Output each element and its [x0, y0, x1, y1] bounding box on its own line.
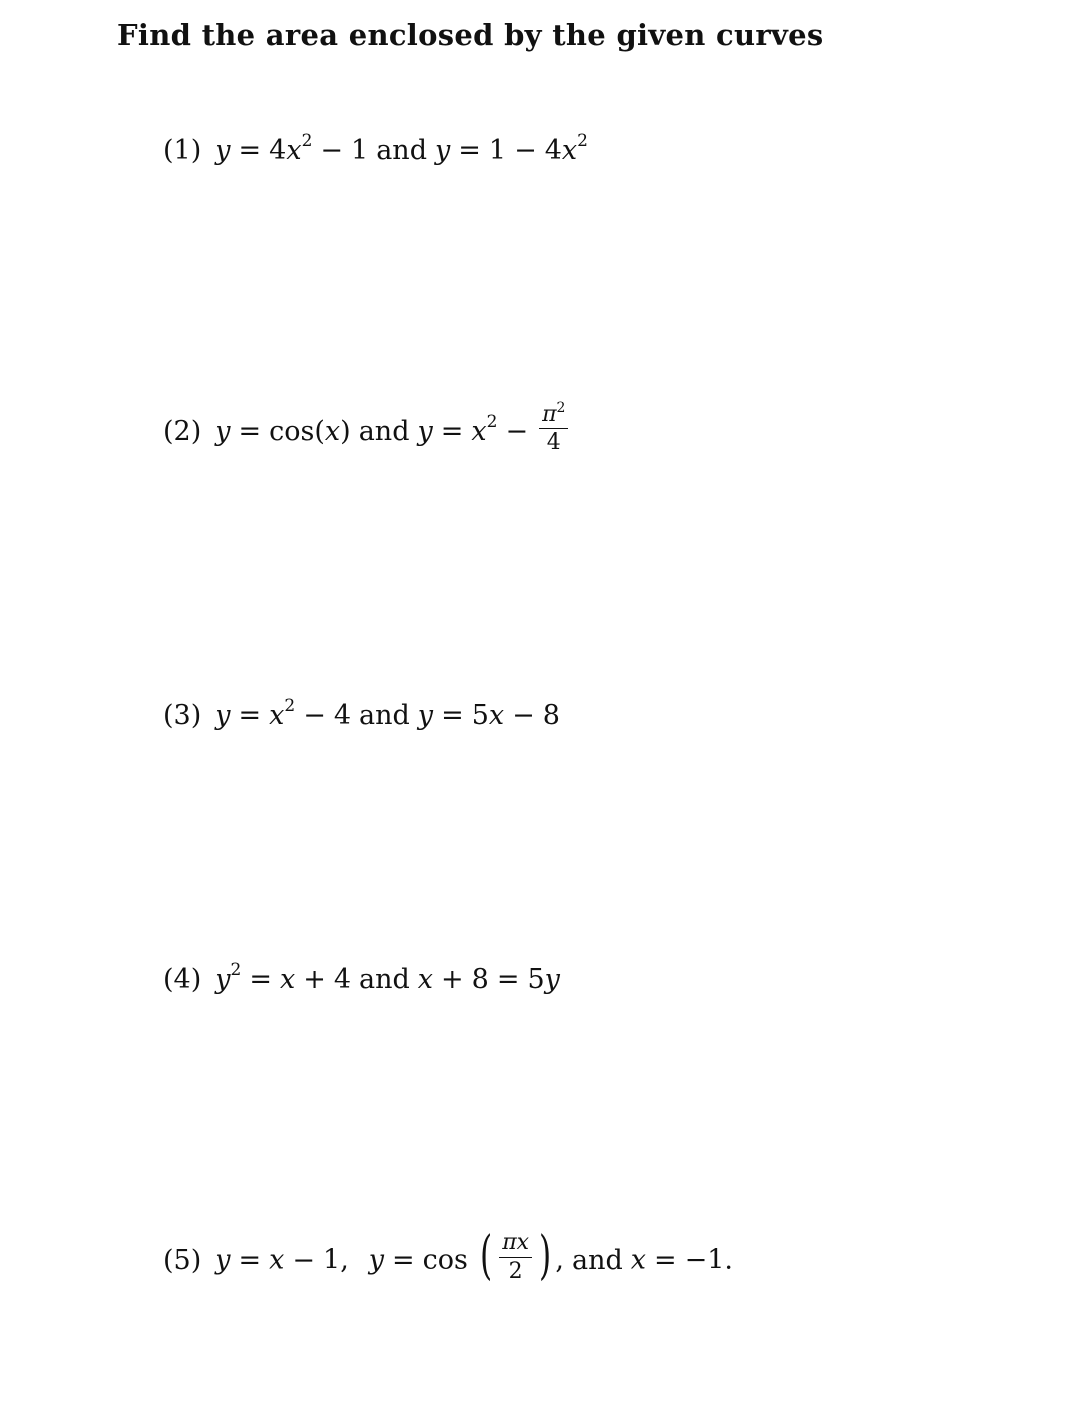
- equals-sign: =: [238, 135, 262, 166]
- var-x: x: [286, 135, 302, 166]
- comma: ,: [340, 1244, 349, 1276]
- comma: ,: [555, 1244, 564, 1276]
- problem-2: [163, 400, 571, 458]
- var-y: y: [215, 135, 231, 166]
- var-x: x: [471, 416, 487, 448]
- var-y: y: [544, 964, 560, 995]
- var-x: x: [561, 135, 578, 166]
- exponent: 2: [230, 960, 242, 980]
- and-word: and: [358, 416, 410, 448]
- var-x: x: [516, 1230, 530, 1256]
- fraction: [539, 400, 568, 456]
- minus-sign: −: [292, 1244, 315, 1276]
- minus-sign: −: [505, 416, 529, 448]
- and-word: and: [571, 1244, 623, 1276]
- var-x: x: [324, 416, 341, 448]
- exponent: 2: [486, 412, 498, 433]
- constant: 8: [471, 964, 489, 995]
- minus-sign: −: [303, 700, 326, 731]
- plus-sign: +: [441, 964, 464, 995]
- constant: 1: [488, 135, 507, 166]
- constant: −1.: [684, 1244, 734, 1276]
- equals-sign: =: [496, 964, 520, 995]
- var-x: x: [417, 964, 434, 995]
- var-y: y: [215, 416, 231, 448]
- var-y: y: [417, 700, 434, 731]
- minus-sign: −: [514, 135, 537, 166]
- problem-number: (2): [163, 416, 202, 448]
- coefficient: 4: [544, 135, 562, 166]
- fraction-numerator: [499, 1231, 532, 1257]
- and-word: and: [376, 135, 427, 166]
- constant: 4: [333, 964, 352, 995]
- var-y: y: [215, 1244, 231, 1276]
- cos-function: cos: [422, 1244, 468, 1276]
- equals-sign: =: [238, 700, 262, 731]
- pi-symbol: π: [502, 1230, 517, 1256]
- exponent: 2: [284, 696, 296, 716]
- fraction-numerator: [539, 400, 568, 429]
- and-word: and: [359, 700, 410, 731]
- var-y: y: [215, 964, 231, 995]
- equals-sign: =: [441, 700, 464, 731]
- problem-4: [163, 960, 560, 995]
- fraction: [499, 1231, 532, 1282]
- equals-sign: =: [458, 135, 481, 166]
- constant: 1: [323, 1244, 341, 1276]
- exponent: 2: [301, 131, 313, 151]
- equals-sign: =: [238, 1244, 262, 1276]
- equals-sign: =: [440, 416, 464, 448]
- and-word: and: [359, 964, 410, 995]
- cos-function: cos: [269, 416, 315, 448]
- pi-symbol: π: [542, 402, 557, 427]
- right-paren: ): [340, 416, 351, 448]
- var-y: y: [434, 135, 451, 166]
- problem-number: (1): [163, 135, 202, 166]
- var-x: x: [630, 1244, 646, 1276]
- constant: 1: [351, 135, 369, 166]
- equals-sign: =: [238, 416, 262, 448]
- equals-sign: =: [249, 964, 272, 995]
- equals-sign: =: [654, 1244, 677, 1276]
- problem-number: (4): [163, 964, 202, 995]
- page-title: Find the area enclosed by the given curves: [117, 18, 824, 52]
- problem-5: [163, 1226, 734, 1287]
- exponent: 2: [577, 131, 588, 151]
- problem-number: (3): [163, 700, 202, 731]
- problem-number: (5): [163, 1244, 202, 1276]
- minus-sign: −: [512, 700, 535, 731]
- right-paren: ): [539, 1226, 552, 1286]
- coefficient: 5: [527, 964, 545, 995]
- var-y: y: [215, 700, 231, 731]
- constant: 8: [542, 700, 560, 731]
- var-y: y: [368, 1244, 385, 1276]
- plus-sign: +: [303, 964, 326, 995]
- constant: 4: [333, 700, 352, 731]
- minus-sign: −: [320, 135, 344, 166]
- var-y: y: [417, 416, 433, 448]
- coefficient: 5: [471, 700, 489, 731]
- var-x: x: [279, 964, 296, 995]
- exponent: 2: [556, 400, 566, 416]
- fraction-denominator: 2: [508, 1258, 523, 1284]
- left-paren: (: [314, 416, 325, 448]
- var-x: x: [269, 1244, 285, 1276]
- var-x: x: [488, 700, 505, 731]
- problem-3: [163, 696, 560, 731]
- equals-sign: =: [392, 1244, 415, 1276]
- var-x: x: [269, 700, 285, 731]
- problem-1: [163, 131, 588, 166]
- left-paren: (: [479, 1226, 493, 1286]
- fraction-denominator: 4: [546, 430, 561, 456]
- coefficient: 4: [269, 135, 287, 166]
